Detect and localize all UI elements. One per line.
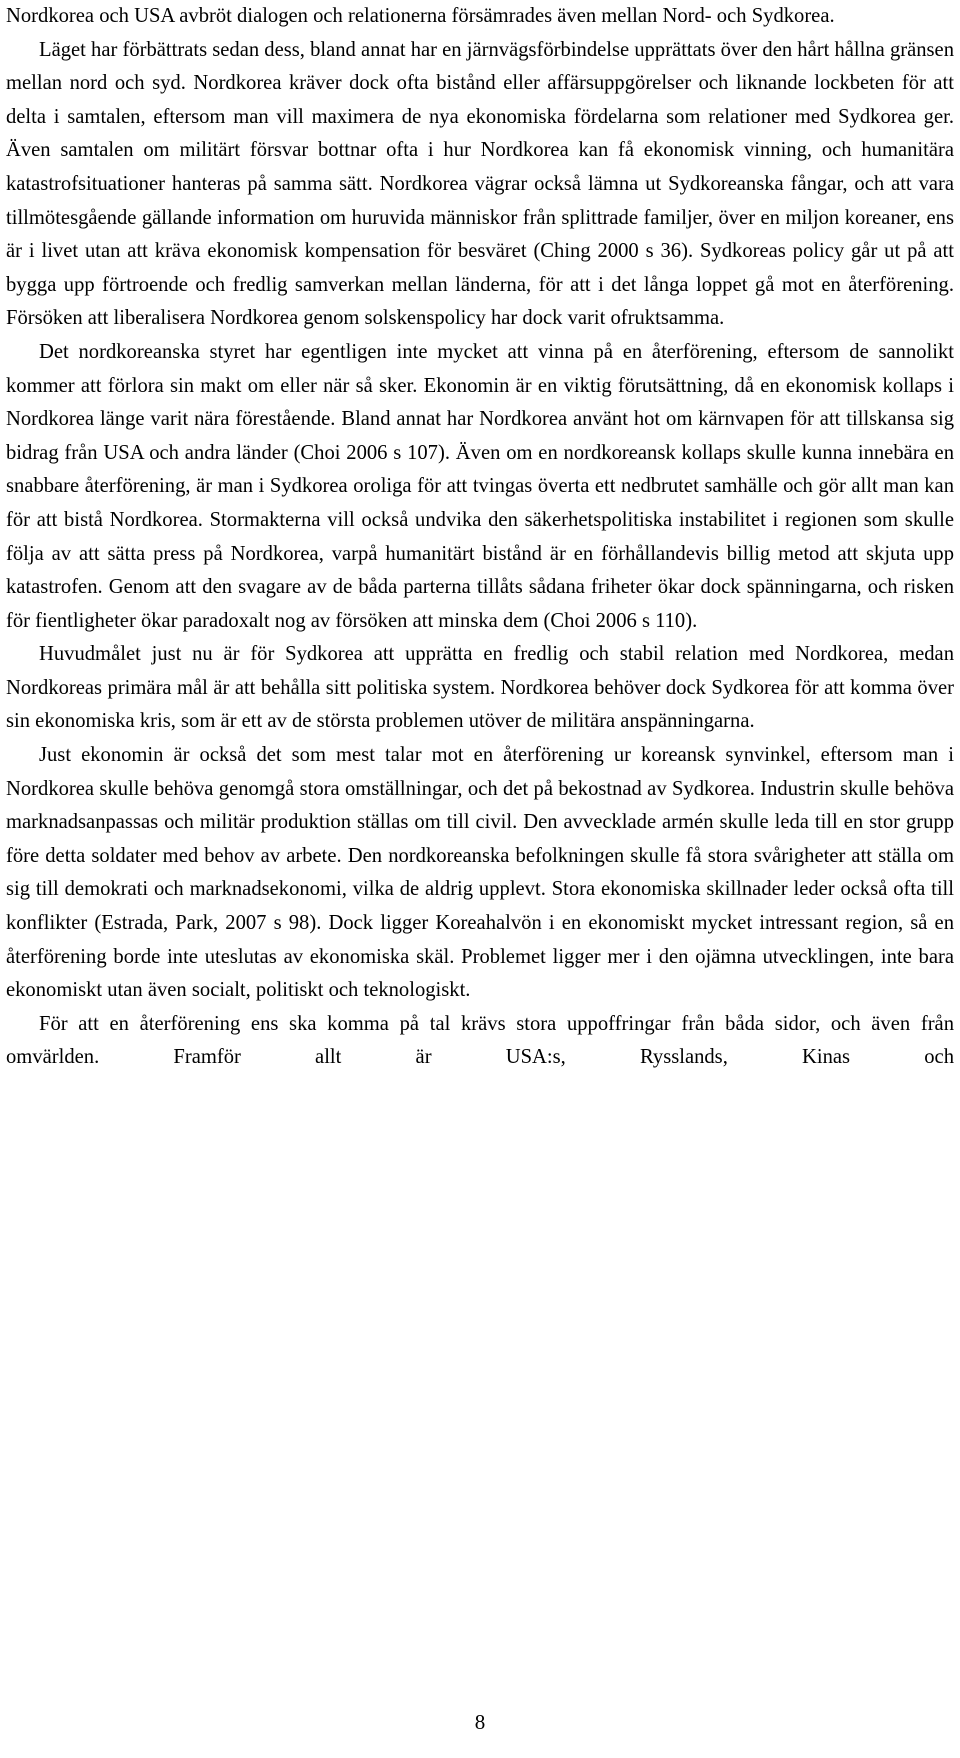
paragraph: Just ekonomin är också det som mest talar mot en återförening ur koreansk synvinkel, eftersom man i Nordkorea skulle behöva genomgå stora omställningar, och det på bekostnad av Sydkorea. Industrin skulle behöva marknadsanpassas och militär produktion ställas om till civil. Den avvecklade armén skulle leda till en stor grupp före detta soldater med behov av arbete. Den nordkoreanska befolkningen skulle få stora svårigheter att ställa om sig till demokrati och marknadsekonomi, vilka de aldrig upplevt. Stora ekonomiska skillnader leder också ofta till konflikter (Estrada, Park, 2007 s 98). Dock ligger Koreahalvön i en ekonomiskt mycket intressant region, så en återförening borde inte uteslutas av ekonomiska skäl. Problemet ligger mer i den ojämna utvecklingen, inte bara ekonomiskt utan även socialt, politiskt och teknologiskt. xyxy=(6,744,954,1002)
paragraph: Det nordkoreanska styret har egentligen inte mycket att vinna på en återförening, eftersom de sannolikt kommer att förlora sin makt om eller när så sker. Ekonomin är en viktig förutsättning, då en ekonomisk kollaps i Nordkorea länge varit nära förestående. Bland annat har Nordkorea använt hot om kärnvapen för att tillskansa sig bidrag från USA och andra länder (Choi 2006 s 107). Även om en nordkoreansk kollaps skulle kunna innebära en snabbare återförening, är man i Sydkorea oroliga för att tvingas överta ett nedbrutet samhälle och gör allt man kan för att bistå Nordkorea. Stormakterna vill också undvika den säkerhetspolitiska instabilitet i regionen som skulle följa av att sätta press på Nordkorea, varpå humanitärt bistånd är en förhållandevis billig metod att skjuta upp katastrofen. Genom att den svagare av de båda parterna tillåts sådana friheter ökar dock spänningarna, och risken för fientligheter ökar paradoxalt nog av försöken att minska dem (Choi 2006 s 110). xyxy=(6,340,954,632)
paragraph: Huvudmålet just nu är för Sydkorea att upprätta en fredlig och stabil relation med Nordkorea, medan Nordkoreas primära mål är att behålla sitt politiska system. Nordkorea behöver dock Sydkorea för att komma över sin ekonomiska kris, som är ett av de största problemen utöver de militära anspänningarna. xyxy=(6,643,954,733)
paragraph: Nordkorea och USA avbröt dialogen och relationerna försämrades även mellan Nord- och Sydkorea. xyxy=(6,5,835,27)
paragraph: Läget har förbättrats sedan dess, bland annat har en järnvägsförbindelse upprättats över den hårt hållna gränsen mellan nord och syd. Nordkorea kräver dock ofta bistånd eller affärsuppgörelser och liknande lockbeten för att delta i samtalen, eftersom man vill maximera de nya ekonomiska fördelarna som relationer med Sydkorea ger. Även samtalen om militärt försvar bottnar ofta i hur Nordkorea kan få ekonomisk vinning, och humanitära katastrofsituationer hanteras på samma sätt. Nordkorea vägrar också lämna ut Sydkoreanska fångar, och att vara tillmötesgående gällande information om huruvida människor från splittrade familjer, över en miljon koreaner, ens är i livet utan att kräva ekonomisk kompensation för besväret (Ching 2000 s 36). Sydkoreas policy går ut på att bygga upp förtroende och fredlig samverkan mellan länderna, för att i det långa loppet gå mot en återförening. Försöken att liberalisera Nordkorea genom solskenspolicy har dock varit ofruktsamma. xyxy=(6,38,954,330)
page-number: 8 xyxy=(474,1710,486,1734)
body-text xyxy=(6,0,954,1075)
paragraph: För att en återförening ens ska komma på tal krävs stora uppoffringar från båda sidor, och även från omvärlden. Framför allt är USA:s, Rysslands, Kinas och xyxy=(6,1012,954,1069)
